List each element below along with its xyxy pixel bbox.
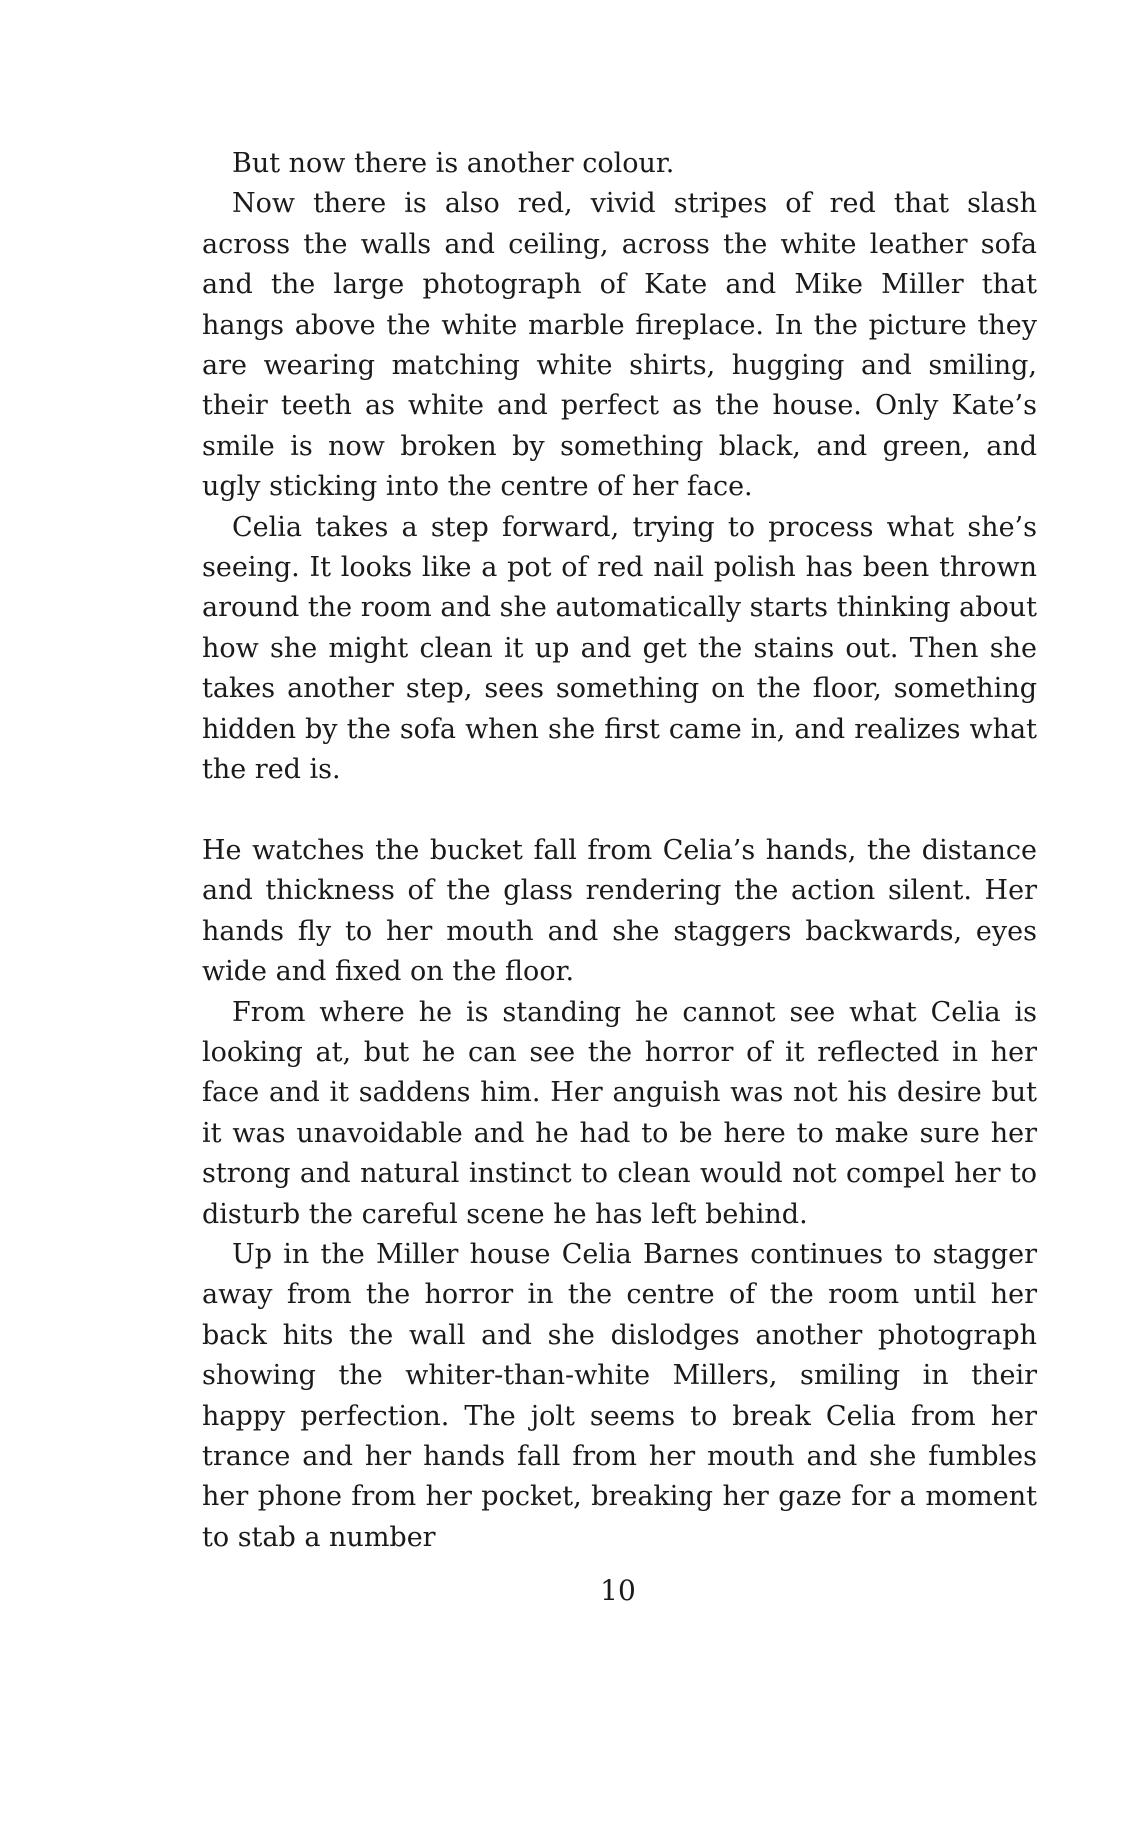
body-text [202,144,1037,1558]
paragraph: From where he is standing he cannot see what Celia is looking at, but he can see the horror of it reflected in her face and it saddens him. Her anguish was not his desire but it was unavoidable and he had to be here to make sure her strong and natural instinct to clean would not compel her to disturb the careful scene he has left behind. [202,996,1037,1230]
section-break [202,791,1037,831]
paragraph: Up in the Miller house Celia Barnes continues to stagger away from the horror in the centre of the room until her back hits the wall and she dislodges another photograph showing the whiter-than-white Millers, smiling in their happy perfection. The jolt seems to break Celia from her trance and her hands fall from her mouth and she fumbles her phone from her pocket, breaking her gaze for a moment to stab a number [202,1238,1037,1553]
paragraph: He watches the bucket fall from Celia’s hands, the distance and thickness of the glass rendering the action silent. Her hands fly to her mouth and she staggers backwards, eyes wide and fixed on the floor. [202,834,1037,988]
paragraph: Now there is also red, vivid stripes of red that slash across the walls and ceiling, across the white leather sofa and the large photograph of Kate and Mike Miller that hangs above the white marble fireplace. In the picture they are wearing matching white shirts, hugging and smiling, their teeth as white and perfect as the house. Only Kate’s smile is now broken by something black, and green, and ugly sticking into the centre of her face. [202,188,1037,503]
paragraph: Celia takes a step forward, trying to process what she’s seeing. It looks like a pot of red nail polish has been thrown around the room and she automatically starts thinking about how she might clean it up and get the stains out. Then she takes another step, sees something on the floor, something hidden by the sofa when she first came in, and realizes what the red is. [202,511,1037,786]
paragraph: But now there is another colour. [232,148,675,179]
page-number: 10 [600,1574,636,1607]
